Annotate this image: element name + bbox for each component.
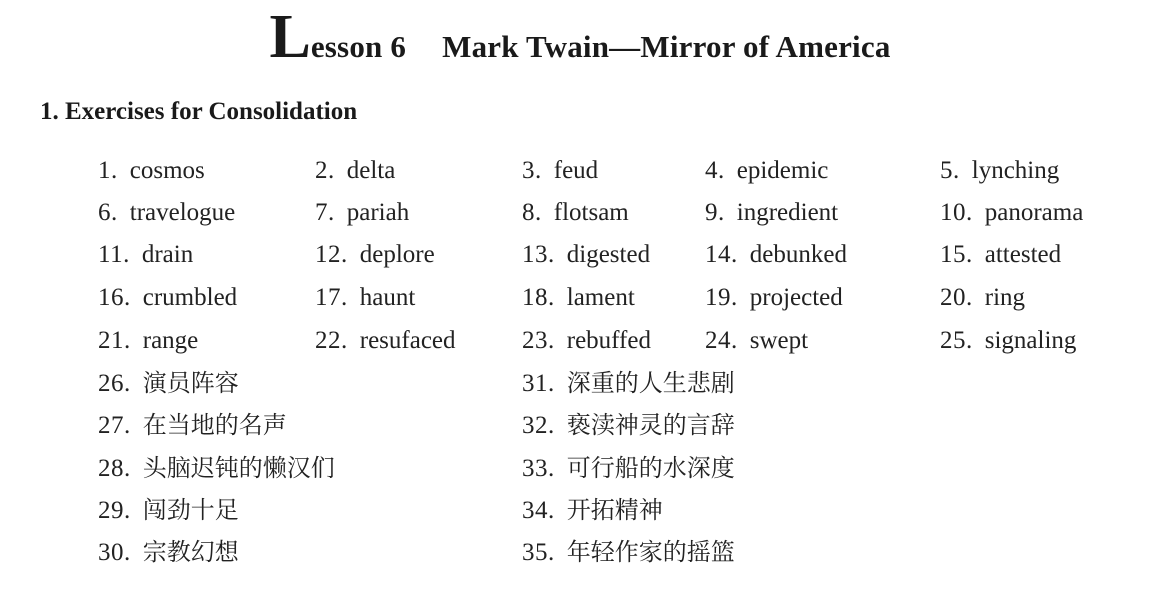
exercise-item: 8. flotsam	[522, 199, 629, 226]
lesson-title	[0, 3, 1160, 71]
exercise-item: 5. lynching	[940, 157, 1060, 184]
exercise-item: 10. panorama	[940, 199, 1084, 226]
exercise-item: 24. swept	[705, 327, 809, 354]
exercise-item: 25. signaling	[940, 327, 1077, 354]
exercise-item: 15. attested	[940, 241, 1062, 268]
exercise-item: 22. resufaced	[315, 327, 456, 354]
exercise-item: 29. 闯劲十足	[98, 496, 239, 524]
exercise-item: 7. pariah	[315, 199, 410, 226]
exercise-item: 9. ingredient	[705, 199, 839, 226]
exercise-item: 11. drain	[98, 241, 194, 268]
exercise-item: 35. 年轻作家的摇篮	[522, 538, 735, 566]
exercise-item: 21. range	[98, 327, 199, 354]
exercise-item: 34. 开拓精神	[522, 496, 663, 524]
exercise-item: 20. ring	[940, 284, 1026, 311]
exercise-item: 14. debunked	[705, 241, 847, 268]
exercise-item: 26. 演员阵容	[98, 369, 239, 397]
exercise-item: 16. crumbled	[98, 284, 238, 311]
exercise-item: 32. 亵渎神灵的言辞	[522, 411, 735, 439]
exercise-item: 1. cosmos	[98, 157, 205, 184]
exercise-item: 18. lament	[522, 284, 635, 311]
lesson-number: esson 6	[310, 29, 407, 64]
exercise-item: 3. feud	[522, 157, 599, 184]
lesson-title-initial: L	[269, 3, 311, 71]
exercise-item: 17. haunt	[315, 284, 416, 311]
exercise-item: 31. 深重的人生悲剧	[522, 369, 735, 397]
exercise-item: 2. delta	[315, 157, 396, 184]
exercise-item: 30. 宗教幻想	[98, 538, 239, 566]
exercise-item: 23. rebuffed	[522, 327, 651, 354]
exercise-item: 19. projected	[705, 284, 843, 311]
exercise-item: 13. digested	[522, 241, 651, 268]
exercise-item: 28. 头脑迟钝的懒汉们	[98, 454, 335, 482]
exercise-item: 4. epidemic	[705, 157, 829, 184]
exercise-item: 27. 在当地的名声	[98, 411, 287, 439]
section-heading: 1. Exercises for Consolidation	[40, 98, 358, 125]
lesson-subject: Mark Twain—Mirror of America	[442, 29, 891, 64]
exercise-item: 12. deplore	[315, 241, 435, 268]
exercise-item: 6. travelogue	[98, 199, 236, 226]
exercise-item: 33. 可行船的水深度	[522, 454, 735, 482]
